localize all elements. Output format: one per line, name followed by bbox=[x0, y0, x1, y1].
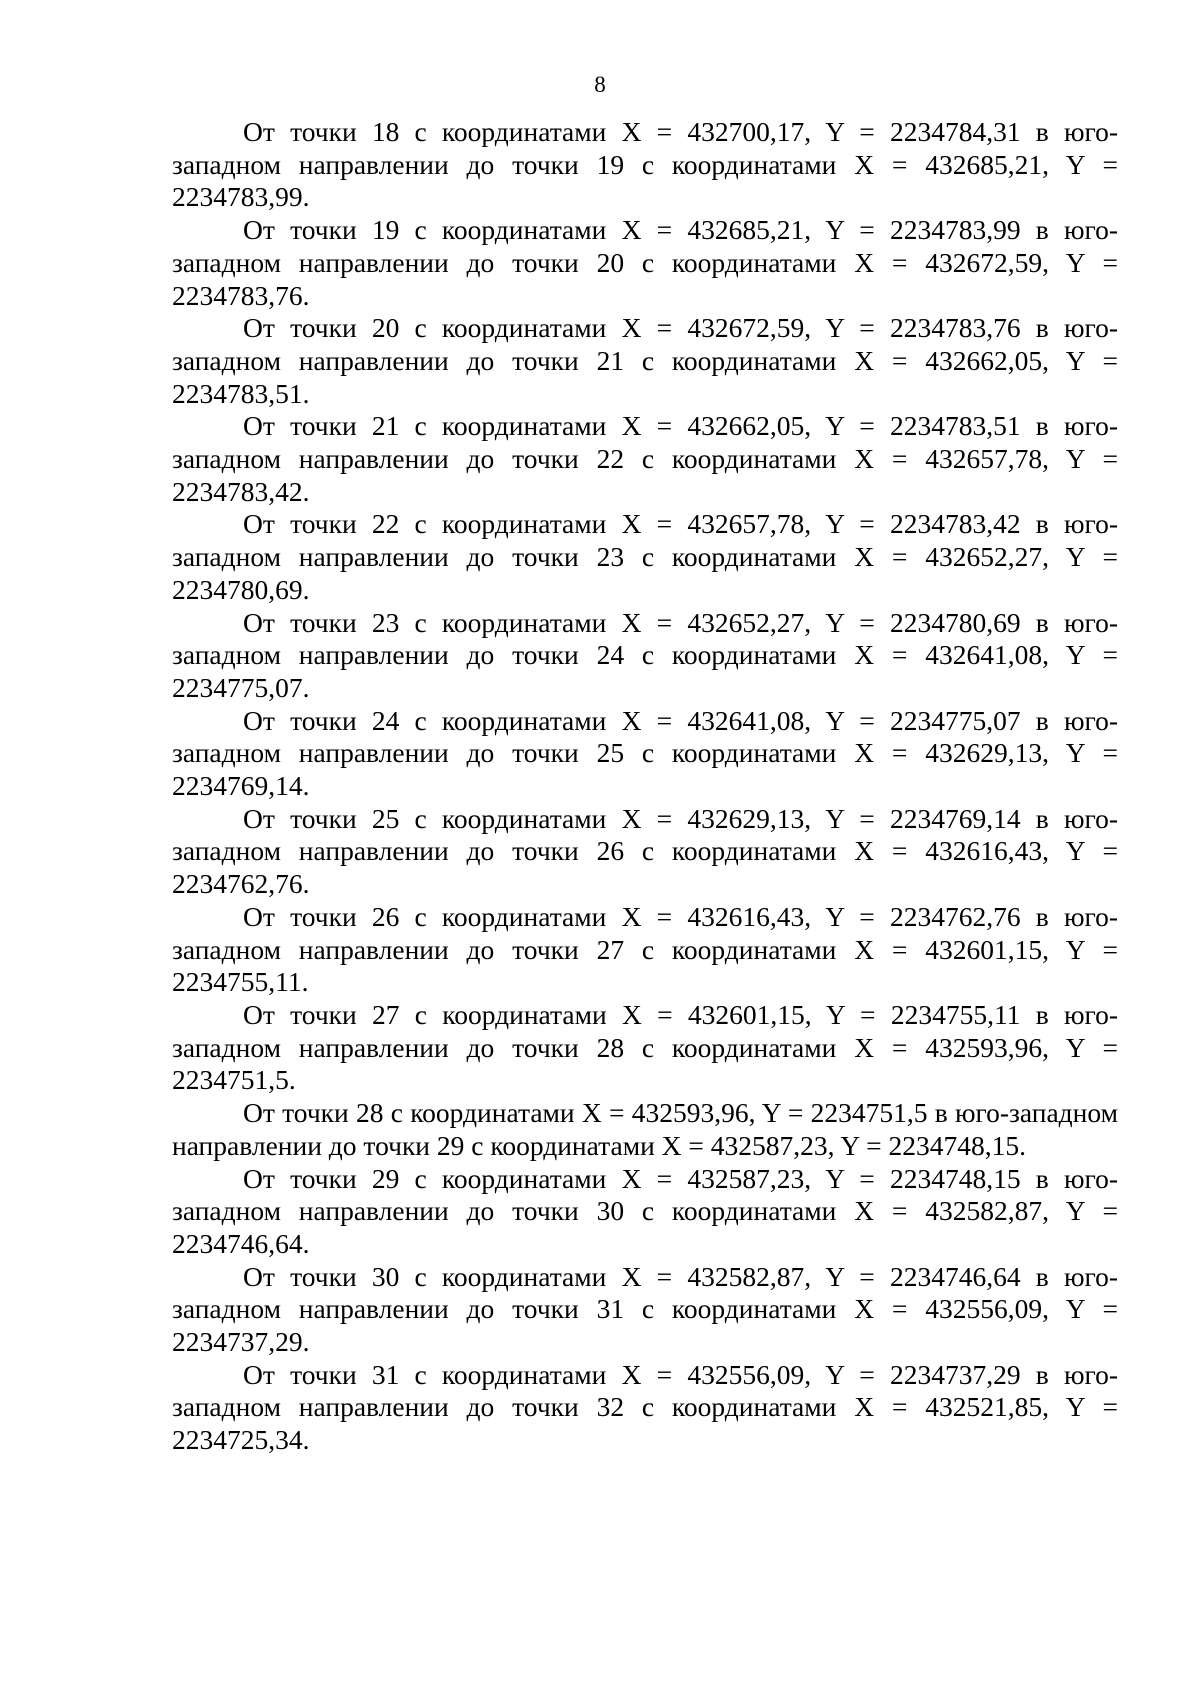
paragraph-point-23: От точки 23 с координатами X = 432652,27, Y = 2234780,69 в юго-западном направлении до точки 24 с координатами X = 432641,08, Y = 2234775,07. bbox=[172, 606, 1118, 703]
page-number: 8 bbox=[594, 72, 606, 97]
paragraph-point-29: От точки 29 с координатами X = 432587,23, Y = 2234748,15 в юго-западном направлении до точки 30 с координатами X = 432582,87, Y = 2234746,64. bbox=[172, 1162, 1118, 1259]
paragraph-point-18: От точки 18 с координатами X = 432700,17, Y = 2234784,31 в юго-западном направлении до точки 19 с координатами X = 432685,21, Y = 2234783,99. bbox=[172, 116, 1118, 213]
paragraph-point-26: От точки 26 с координатами X = 432616,43, Y = 2234762,76 в юго-западном направлении до точки 27 с координатами X = 432601,15, Y = 2234755,11. bbox=[172, 900, 1118, 998]
paragraph-point-19: От точки 19 с координатами X = 432685,21, Y = 2234783,99 в юго-западном направлении до точки 20 с координатами X = 432672,59, Y = 2234783,76. bbox=[172, 214, 1118, 311]
paragraph-point-27: От точки 27 с координатами X = 432601,15, Y = 2234755,11 в юго-западном направлении до точки 28 с координатами X = 432593,96, Y = 2234751,5. bbox=[172, 998, 1118, 1096]
paragraph-point-22: От точки 22 с координатами X = 432657,78, Y = 2234783,42 в юго-западном направлении до точки 23 с координатами X = 432652,27, Y = 2234780,69. bbox=[172, 508, 1118, 605]
paragraph-point-24: От точки 24 с координатами X = 432641,08, Y = 2234775,07 в юго-западном направлении до точки 25 с координатами X = 432629,13, Y = 2234769,14. bbox=[172, 704, 1118, 802]
paragraph-point-31: От точки 31 с координатами X = 432556,09, Y = 2234737,29 в юго-западном направлении до точки 32 с координатами X = 432521,85, Y = 2234725,34. bbox=[172, 1358, 1118, 1456]
paragraph-point-28: От точки 28 с координатами X = 432593,96, Y = 2234751,5 в юго-западном направлении до точки 29 с координатами X = 432587,23, Y = 2234748,15. bbox=[172, 1097, 1118, 1161]
paragraph-point-20: От точки 20 с координатами X = 432672,59, Y = 2234783,76 в юго-западном направлении до точки 21 с координатами X = 432662,05, Y = 2234783,51. bbox=[172, 312, 1118, 409]
paragraph-point-21: От точки 21 с координатами X = 432662,05, Y = 2234783,51 в юго-западном направлении до точки 22 с координатами X = 432657,78, Y = 2234783,42. bbox=[172, 410, 1118, 507]
paragraph-point-25: От точки 25 с координатами X = 432629,13, Y = 2234769,14 в юго-западном направлении до точки 26 с координатами X = 432616,43, Y = 2234762,76. bbox=[172, 802, 1118, 900]
paragraph-point-30: От точки 30 с координатами X = 432582,87, Y = 2234746,64 в юго-западном направлении до точки 31 с координатами X = 432556,09, Y = 2234737,29. bbox=[172, 1260, 1118, 1358]
document-body bbox=[172, 116, 1118, 1457]
